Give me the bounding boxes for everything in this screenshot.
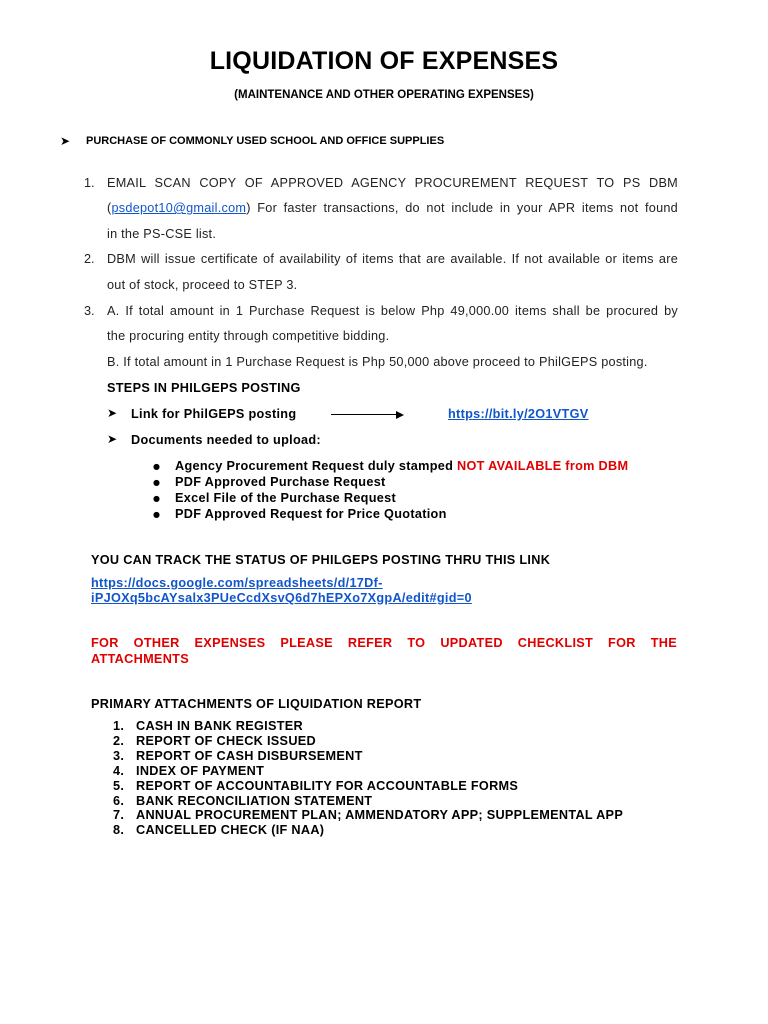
not-available-note: NOT AVAILABLE from DBM	[457, 459, 629, 473]
attachment-item: REPORT OF ACCOUNTABILITY FOR ACCOUNTABLE FORMS	[136, 779, 519, 793]
attachment-number: 4.	[113, 764, 125, 778]
step-2-number: 2.	[84, 252, 95, 266]
arrowhead-bullet-icon: ➤	[107, 432, 118, 446]
email-link[interactable]: psdepot10@gmail.com	[111, 201, 247, 215]
other-expenses-note-line-2: ATTACHMENTS	[91, 652, 189, 666]
step-1-line-2	[107, 201, 678, 215]
other-expenses-note-line-1: FOR OTHER EXPENSES PLEASE REFER TO UPDATED CHECKLIST FOR THE	[91, 636, 677, 650]
attachment-number: 8.	[113, 823, 125, 837]
step-3-line-1: A. If total amount in 1 Purchase Request is below Php 49,000.00 items shall be procured by	[107, 304, 678, 318]
step-1-line-2-text: ) For faster transactions, do not include in your APR items not found	[246, 201, 678, 215]
attachment-item: ANNUAL PROCUREMENT PLAN; AMMENDATORY APP; SUPPLEMENTAL APP	[136, 808, 624, 822]
document-item-1	[175, 459, 628, 473]
step-1-number: 1.	[84, 176, 95, 190]
attachment-item: INDEX OF PAYMENT	[136, 764, 265, 778]
arrowhead-bullet-icon: ➤	[107, 406, 118, 420]
attachment-item: REPORT OF CASH DISBURSEMENT	[136, 749, 363, 763]
attachment-item: CANCELLED CHECK (IF NAA)	[136, 823, 325, 837]
step-3-number: 3.	[84, 304, 95, 318]
arrowhead-bullet-icon: ➤	[60, 134, 71, 148]
attachment-number: 5.	[113, 779, 125, 793]
step-3-line-3: B. If total amount in 1 Purchase Request is Php 50,000 above proceed to PhilGEPS posting.	[107, 355, 648, 369]
tracking-link-line-2[interactable]: iPJOXq5bcAYsalx3PUeCcdXsvQ6d7hEPXo7XgpA/edit#gid=0	[91, 591, 472, 605]
attachment-number: 6.	[113, 794, 125, 808]
page-subtitle: (MAINTENANCE AND OTHER OPERATING EXPENSES)	[234, 89, 534, 101]
section-heading: PURCHASE OF COMMONLY USED SCHOOL AND OFFICE SUPPLIES	[86, 135, 445, 147]
document-item-1-text: Agency Procurement Request duly stamped	[175, 459, 458, 473]
attachment-number: 3.	[113, 749, 125, 763]
step-1-line-1: EMAIL SCAN COPY OF APPROVED AGENCY PROCUREMENT REQUEST TO PS DBM	[107, 176, 678, 190]
round-bullet-icon: ●	[153, 462, 160, 471]
attachment-item: REPORT OF CHECK ISSUED	[136, 734, 317, 748]
round-bullet-icon: ●	[153, 478, 160, 487]
step-2-line-2: out of stock, proceed to STEP 3.	[107, 278, 298, 292]
attachment-item: CASH IN BANK REGISTER	[136, 719, 304, 733]
documents-label: Documents needed to upload:	[131, 433, 321, 447]
round-bullet-icon: ●	[153, 510, 160, 519]
step-2-line-1: DBM will issue certificate of availability of items that are available. If not available or items are	[107, 252, 678, 266]
step-1-line-3: in the PS-CSE list.	[107, 227, 217, 241]
paren-open: (	[107, 201, 112, 215]
document-item-4: PDF Approved Request for Price Quotation	[175, 507, 447, 521]
document-item-3: Excel File of the Purchase Request	[175, 491, 397, 505]
attachment-number: 7.	[113, 808, 125, 822]
philgeps-heading: STEPS IN PHILGEPS POSTING	[107, 381, 301, 395]
attachments-heading: PRIMARY ATTACHMENTS OF LIQUIDATION REPORT	[91, 697, 422, 711]
tracking-link-line-1[interactable]: https://docs.google.com/spreadsheets/d/17Df-	[91, 576, 383, 590]
attachment-number: 1.	[113, 719, 125, 733]
philgeps-link-label: Link for PhilGEPS posting	[131, 407, 297, 421]
tracking-heading: YOU CAN TRACK THE STATUS OF PHILGEPS POSTING THRU THIS LINK	[91, 553, 551, 567]
step-3-line-2: the procuring entity through competitive bidding.	[107, 329, 390, 343]
philgeps-link[interactable]: https://bit.ly/2O1VTGV	[448, 407, 589, 421]
attachment-number: 2.	[113, 734, 125, 748]
round-bullet-icon: ●	[153, 494, 160, 503]
attachment-item: BANK RECONCILIATION STATEMENT	[136, 794, 373, 808]
document-item-2: PDF Approved Purchase Request	[175, 475, 386, 489]
page-title: LIQUIDATION OF EXPENSES	[209, 47, 559, 75]
